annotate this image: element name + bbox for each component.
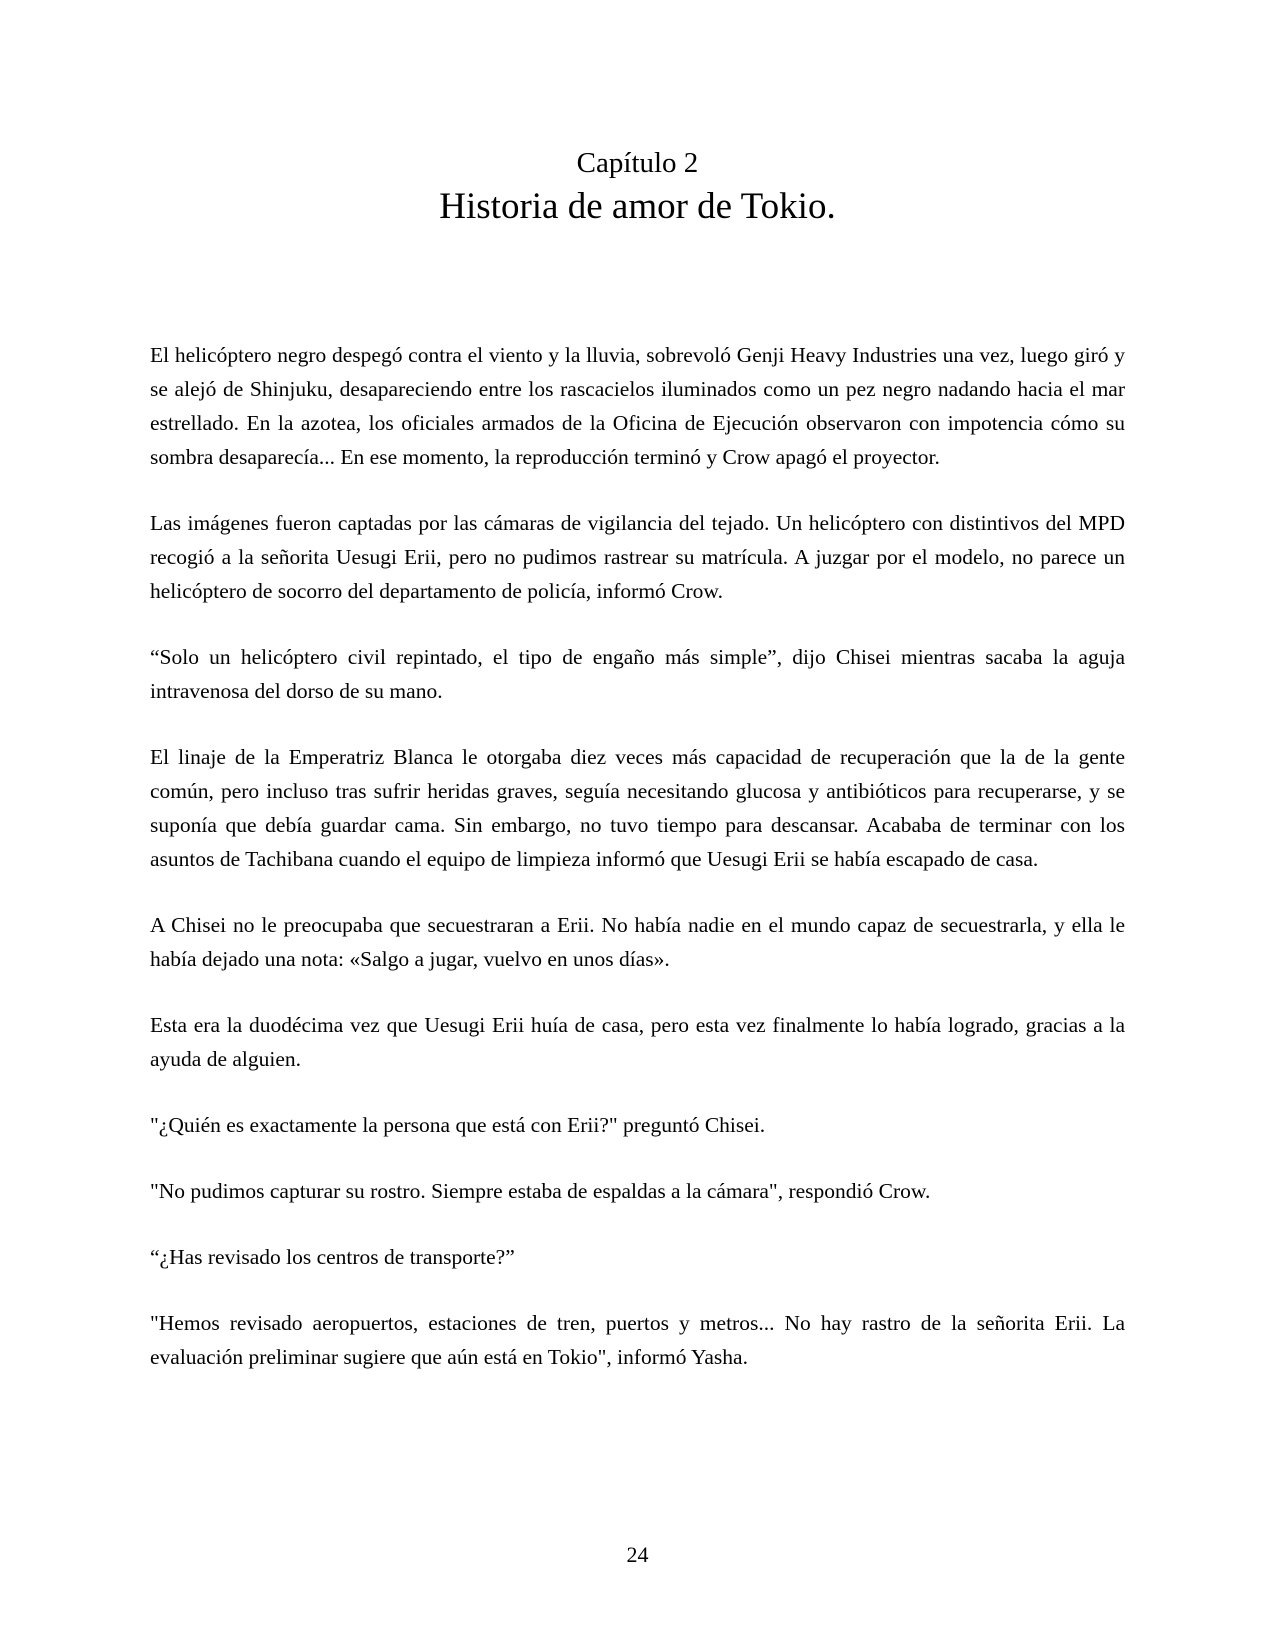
paragraph: El linaje de la Emperatriz Blanca le otorgaba diez veces más capacidad de recuperación que la de la gente común, pero incluso tras sufrir heridas graves, seguía necesitando glucosa y antibióticos para recuperarse, y se suponía que debía guardar cama. Sin embargo, no tuvo tiempo para descansar. Acababa de terminar con los asuntos de Tachibana cuando el equipo de limpieza informó que Uesugi Erii se había escapado de casa. xyxy=(150,745,1125,871)
paragraph: “¿Has revisado los centros de transporte?” xyxy=(150,1245,515,1269)
paragraph: “Solo un helicóptero civil repintado, el tipo de engaño más simple”, dijo Chisei mientras sacaba la aguja intravenosa del dorso de su mano. xyxy=(150,645,1125,703)
page-number: 24 xyxy=(626,1542,649,1567)
paragraph: "No pudimos capturar su rostro. Siempre estaba de espaldas a la cámara", respondió Crow. xyxy=(150,1179,931,1203)
paragraph: "Hemos revisado aeropuertos, estaciones de tren, puertos y metros... No hay rastro de la señorita Erii. La evaluación preliminar sugiere que aún está en Tokio", informó Yasha. xyxy=(150,1311,1125,1369)
paragraph: A Chisei no le preocupaba que secuestraran a Erii. No había nadie en el mundo capaz de secuestrarla, y ella le había dejado una nota: «Salgo a jugar, vuelvo en unos días». xyxy=(150,913,1125,971)
chapter-number: Capítulo 2 xyxy=(576,147,699,179)
paragraph: Esta era la duodécima vez que Uesugi Erii huía de casa, pero esta vez finalmente lo había logrado, gracias a la ayuda de alguien. xyxy=(150,1013,1125,1071)
paragraph: Las imágenes fueron captadas por las cámaras de vigilancia del tejado. Un helicóptero con distintivos del MPD recogió a la señorita Uesugi Erii, pero no pudimos rastrear su matrícula. A juzgar por el modelo, no parece un helicóptero de socorro del departamento de policía, informó Crow. xyxy=(150,511,1125,603)
body-text xyxy=(150,338,1125,1374)
paragraph: El helicóptero negro despegó contra el viento y la lluvia, sobrevoló Genji Heavy Industries una vez, luego giró y se alejó de Shinjuku, desapareciendo entre los rascacielos iluminados como un pez negro nadando hacia el mar estrellado. En la azotea, los oficiales armados de la Oficina de Ejecución observaron con impotencia cómo su sombra desaparecía... En ese momento, la reproducción terminó y Crow apagó el proyector. xyxy=(150,343,1125,469)
page-content xyxy=(150,142,1125,1406)
chapter-heading xyxy=(150,142,1125,230)
paragraph: "¿Quién es exactamente la persona que está con Erii?" preguntó Chisei. xyxy=(150,1113,766,1137)
chapter-title: Historia de amor de Tokio. xyxy=(439,186,836,227)
